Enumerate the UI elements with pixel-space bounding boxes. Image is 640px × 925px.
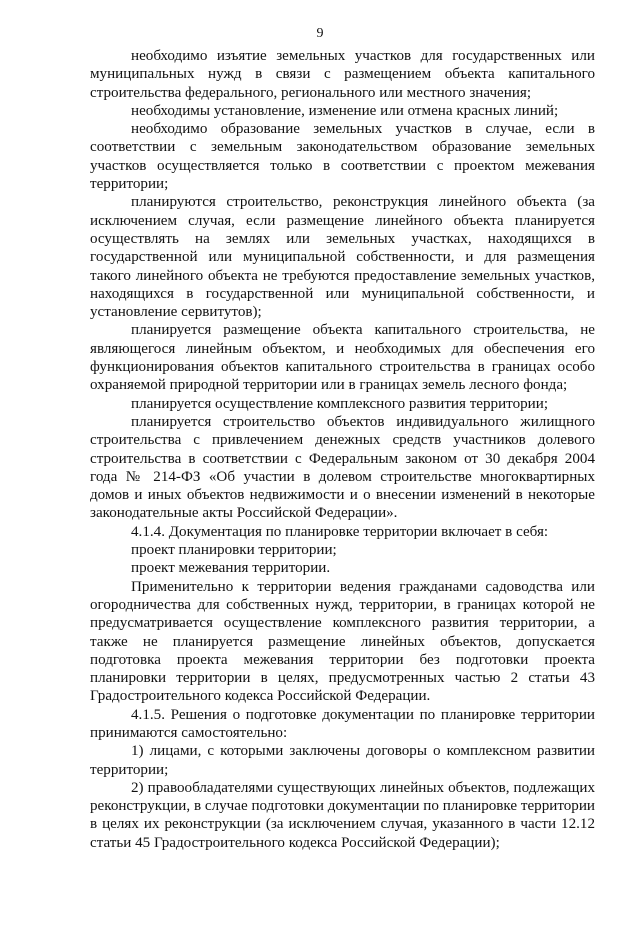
page-number: 9	[316, 26, 324, 41]
list-item: 1) лицами, с которыми заключены договоры о комплексном развитии территории;	[90, 743, 595, 778]
paragraph: планируется строительство объектов индивидуального жилищного строительства с привлечением денежных средств участников долевого строительства в соответствии с Федеральным законом от 30 декабря 2004 года № 214-ФЗ «Об участии в долевом строительстве многоквартирных домов и иных объектов недвижимости и о внесении изменений в некоторые законодательные акты Российской Федерации».	[90, 413, 595, 522]
section-heading-4-1-5: 4.1.5. Решения о подготовке документации по планировке территории принимаются самостоятельно:	[90, 706, 595, 741]
list-item: 2) правообладателями существующих линейных объектов, подлежащих реконструкции, в случае подготовки документации по планировке территории в целях их реконструкции (за исключением случая, указанного в части 12.12 статьи 45 Градостроительного кодекса Российской Федерации);	[90, 779, 595, 851]
paragraph: планируется размещение объекта капитального строительства, не являющегося линейным объектом, и необходимых для обеспечения его функционирования объектов капитального строительства в границах особо охраняемой природной территории или в границах земель лесного фонда;	[90, 322, 595, 394]
paragraph: планируется осуществление комплексного развития территории;	[131, 395, 549, 412]
paragraph: проект планировки территории;	[131, 542, 337, 559]
document-body	[90, 47, 595, 852]
paragraph: проект межевания территории.	[131, 560, 331, 577]
paragraph: необходимы установление, изменение или отмена красных линий;	[131, 102, 559, 119]
paragraph: Применительно к территории ведения гражданами садоводства или огородничества для собственных нужд, территории, в границах которой не предусматривается осуществление комплексного развития территории, а также не планируется размещение линейных объектов, допускается подготовка проекта межевания территории без подготовки проекта планировки территории в целях, предусмотренных частью 2 статьи 43 Градостроительного кодекса Российской Федерации.	[90, 578, 595, 705]
paragraph: необходимо образование земельных участков в случае, если в соответствии с земельным законодательством образование земельных участков осуществляется только в соответствии с проектом межевания территории;	[90, 121, 595, 193]
section-heading-4-1-4: 4.1.4. Документация по планировке территории включает в себя:	[131, 523, 549, 540]
paragraph: планируются строительство, реконструкция линейного объекта (за исключением случая, если размещение линейного объекта планируется осуществлять на землях или земельных участках, находящихся в государственной или муниципальной собственности, и для размещения такого линейного объекта не требуются предоставление земельных участков, находящихся в государственной или муниципальной собственности, и установление сервитутов);	[90, 194, 595, 321]
paragraph: необходимо изъятие земельных участков для государственных или муниципальных нужд в связи с размещением объекта капитального строительства федерального, регионального или местного значения;	[90, 48, 595, 101]
